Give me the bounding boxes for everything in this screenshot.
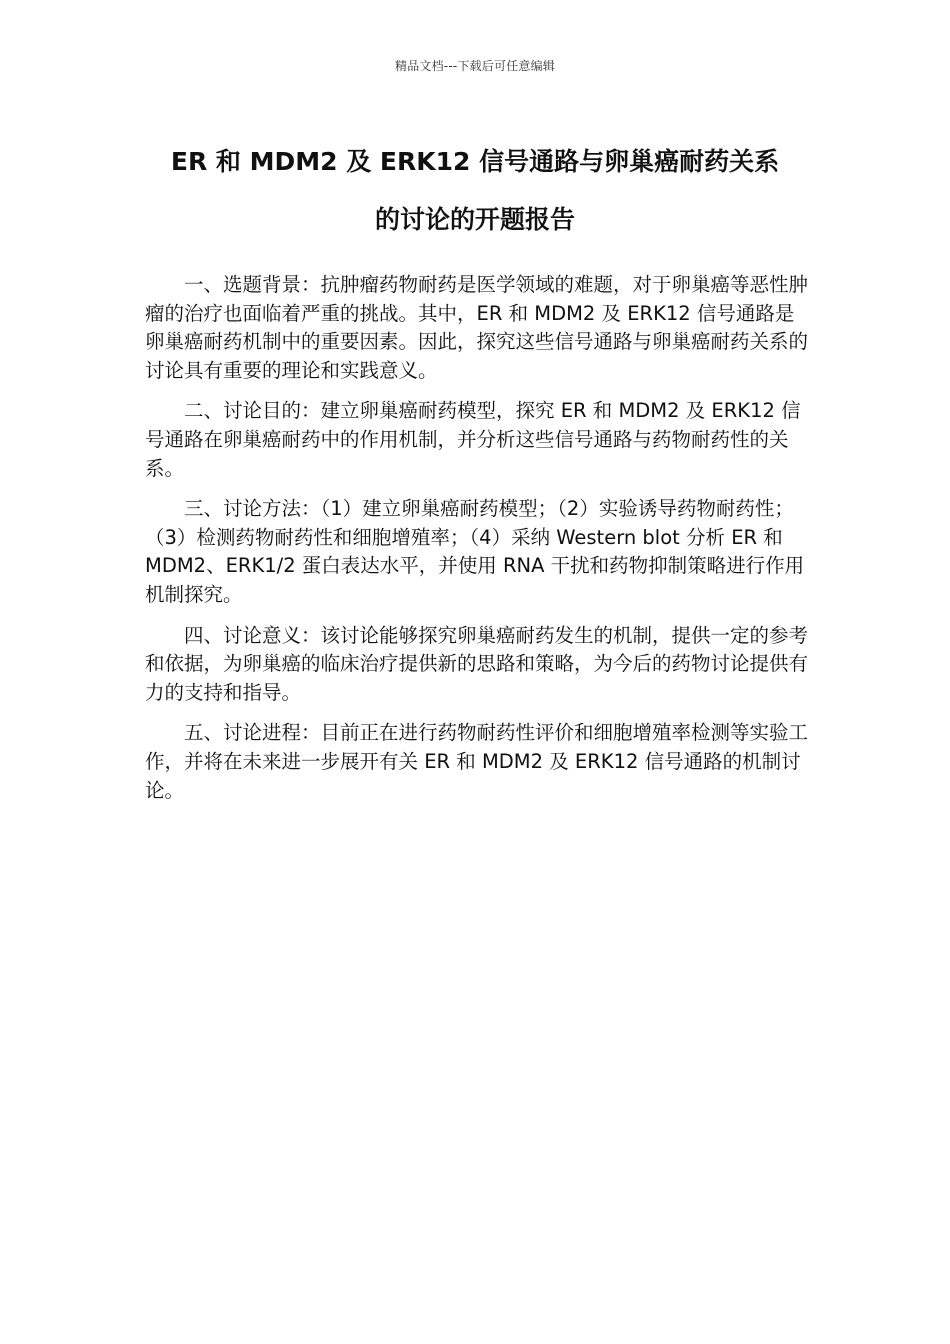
section-methods: 三、讨论方法：（1）建立卵巢癌耐药模型；（2）实验诱导药物耐药性；（3）检测药物耐药性和细胞增殖率；（4）采纳 Western blot 分析 ER 和 MDM2、ERK1/2 蛋白表达水平，并使用 RNA 干扰和药物抑制策略进行作用机制探究。 [145,497,805,606]
document-title [145,133,805,249]
document-body [145,271,809,817]
header-note: 精品文档---下载后可任意编辑 [395,59,555,73]
title-line-2: 的讨论的开题报告 [374,205,575,234]
section-progress: 五、讨论进程：目前正在进行药物耐药性评价和细胞增殖率检测等实验工作，并将在未来进一步展开有关 ER 和 MDM2 及 ERK12 信号通路的机制讨论。 [145,721,809,802]
section-background: 一、选题背景：抗肿瘤药物耐药是医学领域的难题，对于卵巢癌等恶性肿瘤的治疗也面临着严重的挑战。其中，ER 和 MDM2 及 ERK12 信号通路是卵巢癌耐药机制中的重要因素。因此，探究这些信号通路与卵巢癌耐药关系的讨论具有重要的理论和实践意义。 [145,273,809,382]
section-purpose: 二、讨论目的：建立卵巢癌耐药模型，探究 ER 和 MDM2 及 ERK12 信号通路在卵巢癌耐药中的作用机制，并分析这些信号通路与药物耐药性的关系。 [145,399,801,480]
title-line-1: ER 和 MDM2 及 ERK12 信号通路与卵巢癌耐药关系 [170,147,780,176]
section-significance: 四、讨论意义：该讨论能够探究卵巢癌耐药发生的机制，提供一定的参考和依据，为卵巢癌的临床治疗提供新的思路和策略，为今后的药物讨论提供有力的支持和指导。 [145,623,809,704]
